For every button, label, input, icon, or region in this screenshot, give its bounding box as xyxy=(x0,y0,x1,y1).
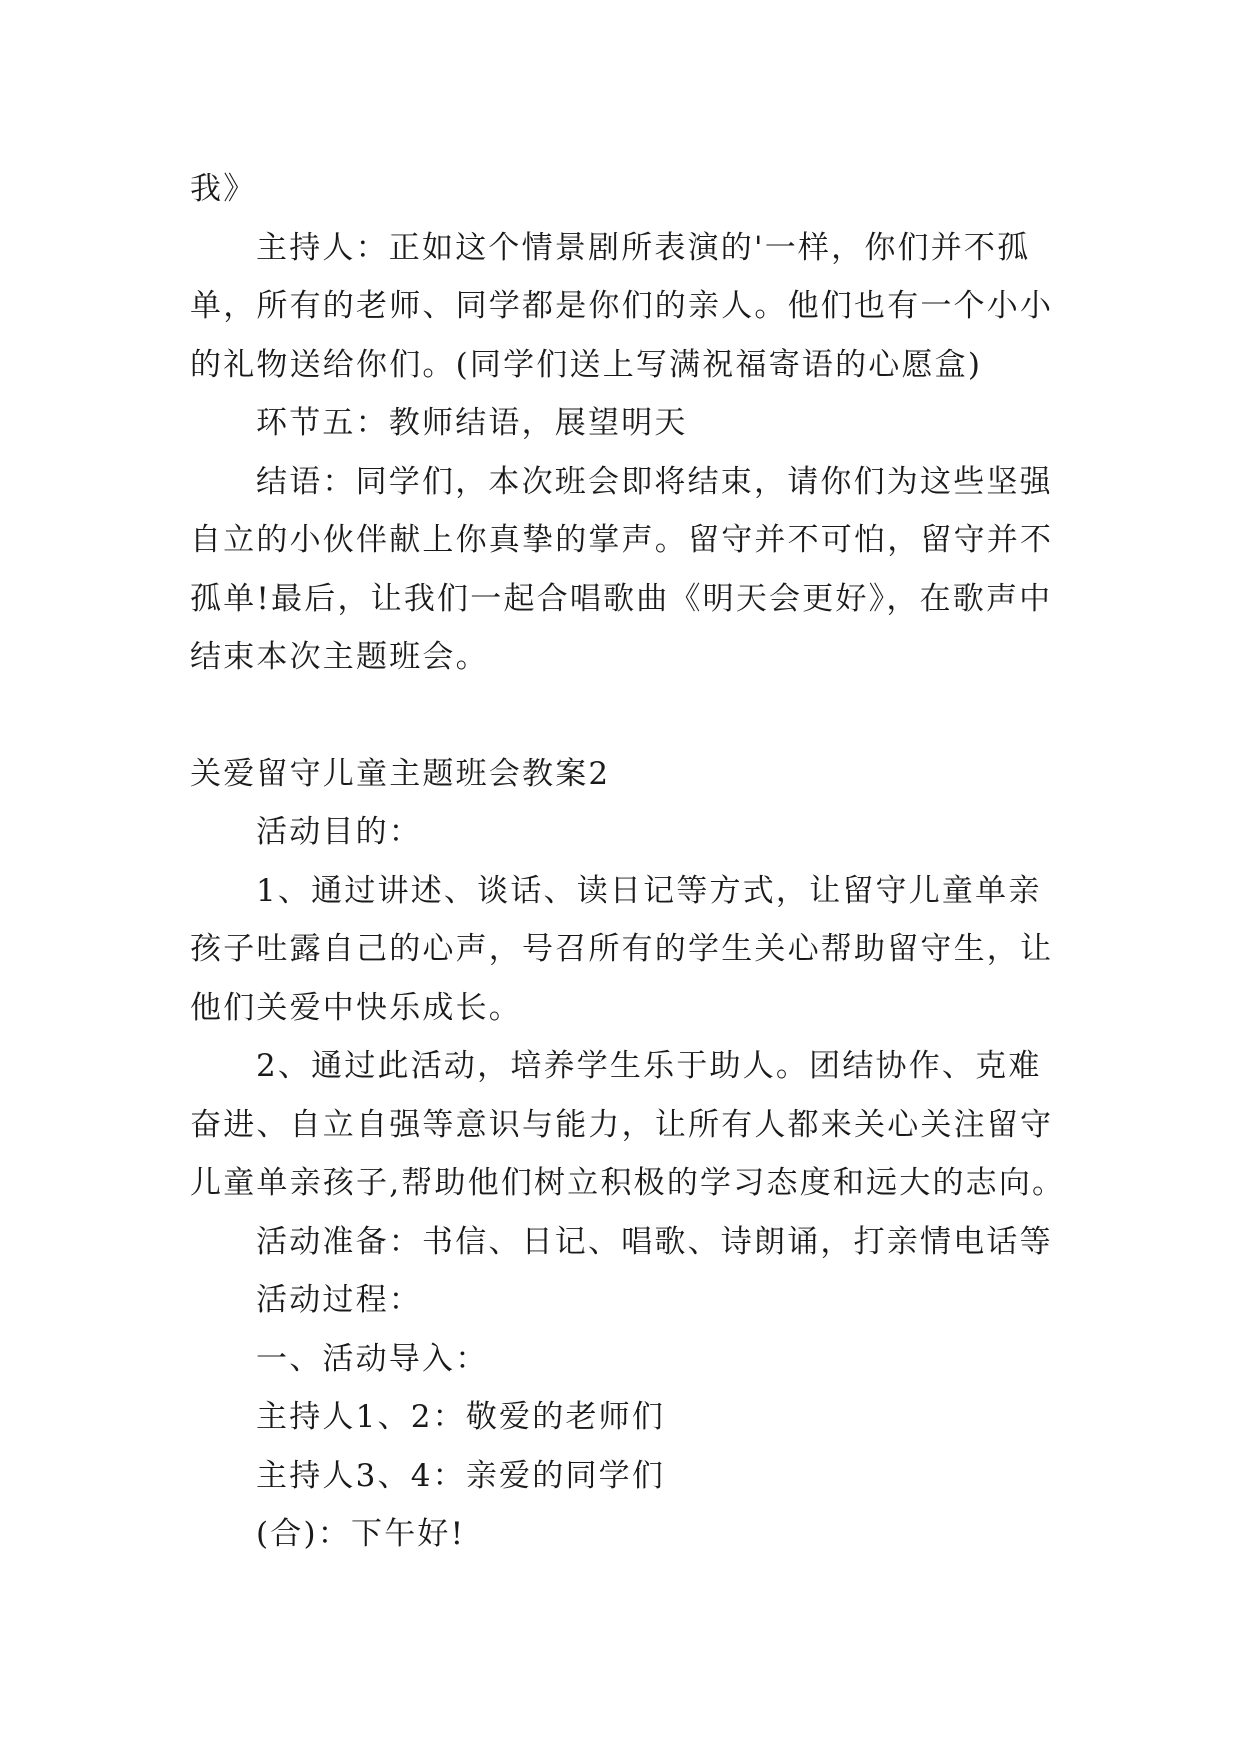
paragraph-line: 的礼物送给你们。(同学们送上写满祝福寄语的心愿盒) xyxy=(190,346,983,383)
paragraph-line: 奋进、自立自强等意识与能力，让所有人都来关心关注留守 xyxy=(190,1106,1054,1143)
paragraph-line: 我》 xyxy=(190,171,257,207)
document-page xyxy=(190,160,1066,1564)
paragraph-line: 主持人：正如这个情景剧所表演的'一样，你们并不孤 xyxy=(256,229,1031,266)
paragraph-line: 环节五：教师结语，展望明天 xyxy=(256,405,688,441)
paragraph-line: 活动目的： xyxy=(256,814,422,850)
paragraph-line: 他们关爱中快乐成长。 xyxy=(190,989,522,1026)
paragraph-line: 孩子吐露自己的心声，号召所有的学生关心帮助留守生，让 xyxy=(190,931,1054,967)
paragraph-line: 1、通过讲述、谈话、读日记等方式，让留守儿童单亲 xyxy=(256,872,1042,909)
paragraph-line: 结束本次主题班会。 xyxy=(190,639,489,675)
section-title: 关爱留守儿童主题班会教案2 xyxy=(190,755,611,792)
paragraph-line: 一、活动导入： xyxy=(256,1340,489,1377)
paragraph-line: 孤单!最后，让我们一起合唱歌曲《明天会更好》，在歌声中 xyxy=(190,580,1053,617)
paragraph-line: 主持人3、4：亲爱的同学们 xyxy=(256,1457,666,1494)
paragraph-line: 单，所有的老师、同学都是你们的亲人。他们也有一个小小 xyxy=(190,288,1054,324)
paragraph-line: 活动准备：书信、日记、唱歌、诗朗诵，打亲情电话等 xyxy=(256,1223,1053,1260)
paragraph-line: 主持人1、2：敬爱的老师们 xyxy=(256,1399,666,1435)
paragraph-line: 活动过程： xyxy=(256,1282,422,1318)
paragraph-line: (合)：下午好! xyxy=(256,1516,466,1552)
paragraph-line: 2、通过此活动，培养学生乐于助人。团结协作、克难 xyxy=(256,1048,1042,1084)
paragraph-line: 结语：同学们，本次班会即将结束，请你们为这些坚强 xyxy=(256,463,1053,500)
section-gap xyxy=(190,687,1060,745)
paragraph-line: 自立的小伙伴献上你真挚的掌声。留守并不可怕，留守并不 xyxy=(190,522,1054,558)
paragraph-line: 儿童单亲孩子,帮助他们树立积极的学习态度和远大的志向。 xyxy=(190,1165,1066,1201)
